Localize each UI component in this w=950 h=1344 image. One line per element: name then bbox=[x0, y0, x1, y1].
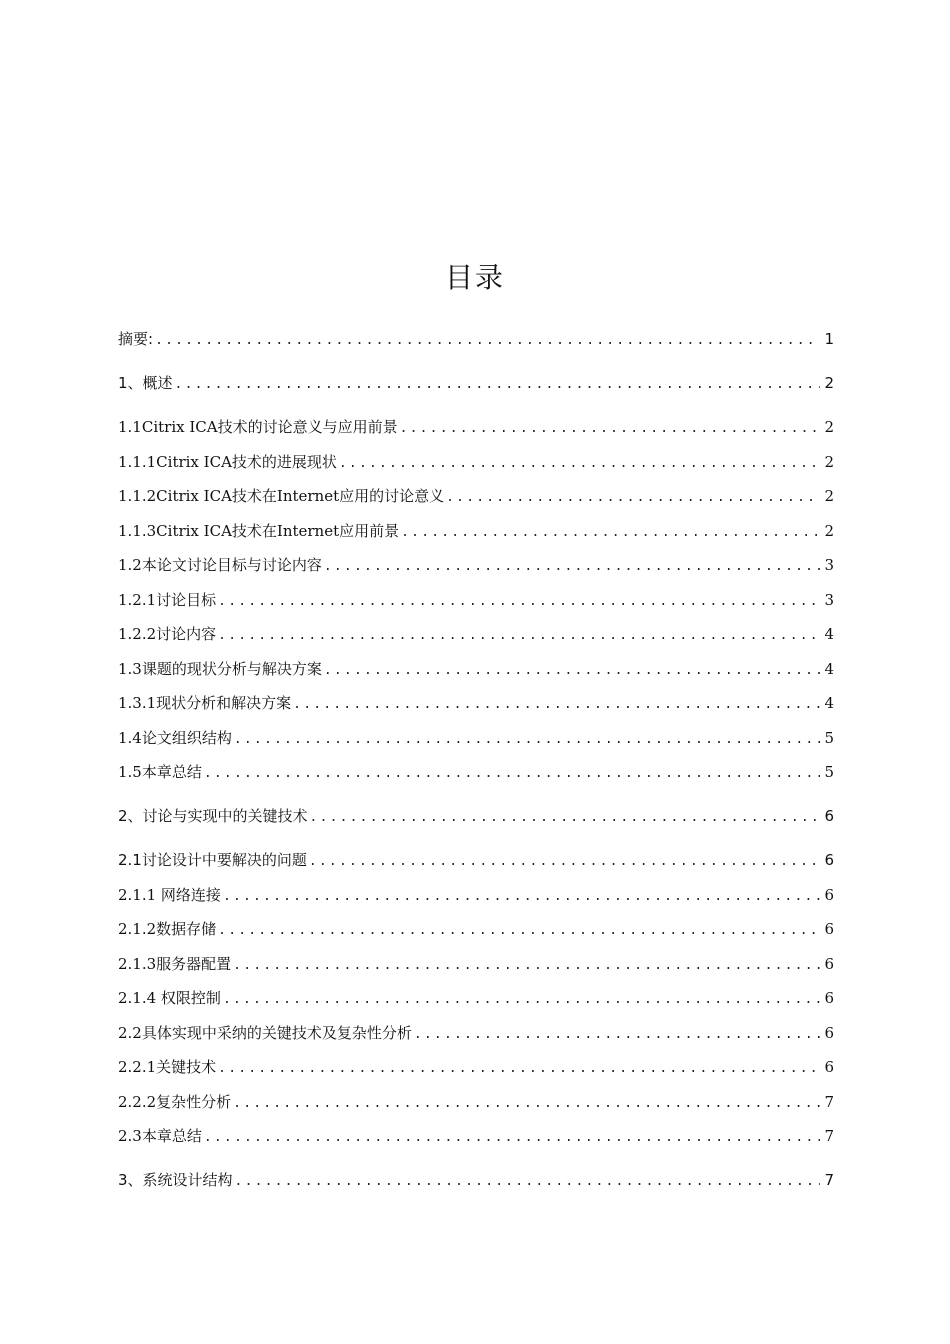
toc-leader-dots bbox=[175, 368, 820, 403]
toc-entry-text: 摘要: bbox=[118, 330, 154, 348]
toc-entry-text: 1.1.2Citrix ICA技术在Internet应用的讨论意义 bbox=[118, 487, 445, 505]
toc-entry-text: 1.1.3Citrix ICA技术在Internet应用前景 bbox=[118, 521, 400, 540]
toc-entry-text: 3、系统设计结构 bbox=[118, 1171, 233, 1189]
toc-entry-text: 2.2.2复杂性分析 bbox=[118, 1092, 232, 1111]
toc-entry-text: 2.1.1 网络连接 bbox=[118, 885, 221, 904]
toc-leader-dots bbox=[400, 412, 820, 447]
page-title: 目录 bbox=[444, 261, 505, 294]
toc-entry-text: 2.1.2数据存储 bbox=[118, 920, 217, 938]
toc-entry-1-2[interactable] bbox=[118, 548, 834, 583]
toc-entry-1-1[interactable] bbox=[118, 410, 834, 445]
toc-entry-text: 1.1.1Citrix ICA技术的进展现状 bbox=[118, 452, 337, 471]
toc-page-number: 5 bbox=[824, 763, 834, 781]
toc-leader-dots bbox=[218, 914, 820, 949]
toc-entry-1-1-2[interactable] bbox=[118, 479, 834, 514]
toc-entry-text: 1.3课题的现状分析与解决方案 bbox=[118, 659, 322, 678]
toc-page-number: 4 bbox=[824, 659, 834, 678]
toc-entry-text: 1.5本章总结 bbox=[118, 763, 202, 781]
toc-entry-text: 2.3本章总结 bbox=[118, 1127, 202, 1145]
toc-leader-dots bbox=[223, 983, 820, 1018]
toc-entry-1-3[interactable] bbox=[118, 652, 834, 687]
toc-entry-2-3[interactable] bbox=[118, 1119, 834, 1154]
toc-entry-1-1-3[interactable] bbox=[118, 514, 834, 549]
toc-page-number: 3 bbox=[824, 556, 834, 574]
toc-leader-dots bbox=[310, 801, 820, 836]
toc-page-number: 6 bbox=[824, 1023, 834, 1042]
toc-entry-text: 2.2具体实现中采纳的关键技术及复杂性分析 bbox=[118, 1023, 412, 1042]
toc-entry-text: 2.1.3服务器配置 bbox=[118, 954, 232, 973]
toc-page-number: 6 bbox=[824, 885, 834, 904]
toc-leader-dots bbox=[233, 1087, 820, 1122]
toc-page-number: 6 bbox=[824, 920, 834, 938]
toc-entry-text: 1.4论文组织结构 bbox=[118, 728, 232, 747]
toc-leader-dots bbox=[204, 1121, 820, 1156]
toc-entry-1-4[interactable] bbox=[118, 721, 834, 756]
toc-leader-dots bbox=[401, 516, 820, 551]
toc-page-number: 1 bbox=[824, 330, 834, 348]
toc-page-number: 2 bbox=[824, 521, 834, 540]
toc-entry-text: 1.2本论文讨论目标与讨论内容 bbox=[118, 556, 322, 574]
toc-entry-chapter-2[interactable] bbox=[118, 799, 834, 834]
toc-page-number: 2 bbox=[824, 418, 834, 436]
toc-page-number: 6 bbox=[824, 1058, 834, 1076]
toc-entry-1-2-2[interactable] bbox=[118, 617, 834, 652]
toc-leader-dots bbox=[324, 550, 820, 585]
toc-page-number: 2 bbox=[824, 452, 834, 471]
toc-page-number: 7 bbox=[824, 1127, 834, 1145]
toc-list bbox=[118, 322, 834, 1198]
toc-leader-dots bbox=[155, 324, 820, 359]
toc-page-number: 6 bbox=[824, 807, 834, 825]
toc-leader-dots bbox=[218, 619, 820, 654]
toc-entry-1-5[interactable] bbox=[118, 755, 834, 790]
toc-entry-text: 1.2.1讨论目标 bbox=[118, 590, 217, 609]
toc-page-number: 6 bbox=[824, 954, 834, 973]
toc-page-number: 4 bbox=[824, 694, 834, 712]
toc-page-number: 2 bbox=[824, 487, 834, 505]
toc-entry-2-1-1[interactable] bbox=[118, 878, 834, 913]
toc-leader-dots bbox=[218, 1052, 820, 1087]
toc-leader-dots bbox=[293, 688, 820, 723]
toc-entry-1-3-1[interactable] bbox=[118, 686, 834, 721]
toc-page-number: 5 bbox=[824, 728, 834, 747]
toc-entry-2-1[interactable] bbox=[118, 843, 834, 878]
toc-entry-chapter-1[interactable] bbox=[118, 366, 834, 401]
toc-leader-dots bbox=[309, 845, 820, 880]
toc-entry-chapter-3[interactable] bbox=[118, 1163, 834, 1198]
toc-leader-dots bbox=[223, 880, 820, 915]
toc-leader-dots bbox=[324, 654, 820, 689]
toc-entry-text: 2.1.4 权限控制 bbox=[118, 989, 221, 1007]
toc-entry-2-1-3[interactable] bbox=[118, 947, 834, 982]
toc-entry-2-1-4[interactable] bbox=[118, 981, 834, 1016]
toc-entry-text: 2.1讨论设计中要解决的问题 bbox=[118, 851, 307, 869]
toc-entry-text: 1.1Citrix ICA技术的讨论意义与应用前景 bbox=[118, 418, 398, 436]
toc-leader-dots bbox=[414, 1018, 820, 1053]
toc-leader-dots bbox=[235, 1165, 820, 1200]
toc-entry-abstract[interactable] bbox=[118, 322, 834, 357]
toc-leader-dots bbox=[218, 585, 820, 620]
toc-entry-2-2-1[interactable] bbox=[118, 1050, 834, 1085]
toc-page-number: 2 bbox=[824, 374, 834, 392]
toc-entry-1-1-1[interactable] bbox=[118, 445, 834, 480]
toc-entry-text: 2.2.1关键技术 bbox=[118, 1058, 217, 1076]
toc-leader-dots bbox=[339, 447, 820, 482]
toc-entry-text: 2、讨论与实现中的关键技术 bbox=[118, 807, 308, 825]
toc-leader-dots bbox=[446, 481, 820, 516]
toc-entry-text: 1.2.2讨论内容 bbox=[118, 625, 217, 643]
toc-page-number: 6 bbox=[824, 989, 834, 1007]
toc-entry-text: 1、概述 bbox=[118, 374, 173, 392]
toc-page-number: 4 bbox=[824, 625, 834, 643]
toc-entry-1-2-1[interactable] bbox=[118, 583, 834, 618]
toc-page-number: 6 bbox=[824, 851, 834, 869]
toc-leader-dots bbox=[234, 723, 820, 758]
toc-entry-2-2-2[interactable] bbox=[118, 1085, 834, 1120]
toc-entry-2-2[interactable] bbox=[118, 1016, 834, 1051]
toc-page-number: 7 bbox=[824, 1171, 834, 1189]
toc-entry-text: 1.3.1现状分析和解决方案 bbox=[118, 694, 292, 712]
toc-page-number: 7 bbox=[824, 1092, 834, 1111]
toc-leader-dots bbox=[204, 757, 820, 792]
toc-entry-2-1-2[interactable] bbox=[118, 912, 834, 947]
toc-leader-dots bbox=[233, 949, 820, 984]
toc-page-number: 3 bbox=[824, 590, 834, 609]
